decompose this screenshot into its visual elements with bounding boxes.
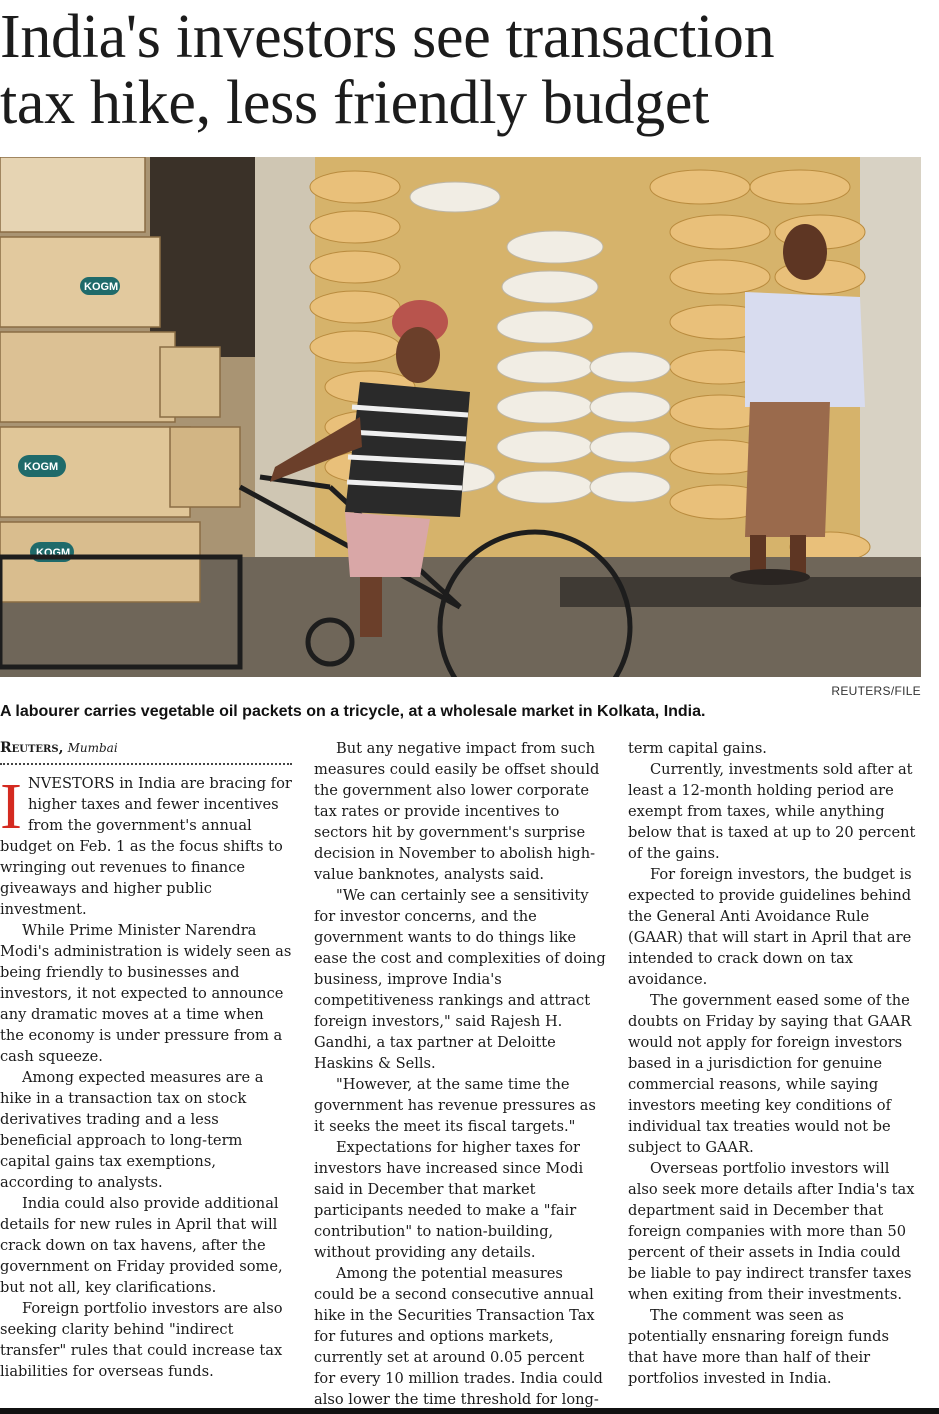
headline-line-1: India's investors see transaction: [0, 3, 775, 71]
article-paragraph: Overseas portfolio investors will also seek more details after India's tax department said in December that foreign companies with more than 50 percent of their assets in India could be liable to pay indirect transfer taxes when exiting from their investments.: [628, 1160, 915, 1303]
bottom-rule: [0, 1408, 939, 1414]
article-paragraph: Currently, investments sold after at least a 12-month holding period are exempt from taxes, while anything below that is taxed at up to 20 percent of the gains.: [628, 761, 916, 862]
news-photo: [0, 157, 921, 677]
article-paragraph: For foreign investors, the budget is expected to provide guidelines behind the General Anti Avoidance Rule (GAAR) that will start in April that are intended to crack down on tax avoidance.: [628, 866, 912, 988]
photo-caption: A labourer carries vegetable oil packets on a tricycle, at a wholesale market in Kolkata, India.: [0, 703, 706, 720]
article-column-3: [628, 738, 920, 1389]
byline-divider: [0, 763, 292, 765]
paragraph-text: NVESTORS in India are bracing for higher taxes and fewer incentives from the government's annual budget on Feb. 1 as the focus shifts to wringing out revenues to finance giveaways and higher public investment.: [0, 775, 292, 918]
article-paragraph: Foreign portfolio investors are also seeking clarity behind "indirect transfer" rules that could increase tax liabilities for overseas funds.: [0, 1300, 283, 1380]
photo-credit: REUTERS/FILE: [831, 684, 921, 698]
article-paragraph-continued: term capital gains.: [628, 740, 767, 757]
article-paragraph: [0, 770, 292, 920]
article-paragraph: While Prime Minister Narendra Modi's administration is widely seen as being friendly to businesses and investors, it not expected to announce any dramatic moves at a time when the economy is under pressure from a cash squeeze.: [0, 922, 292, 1065]
article-column-2: [314, 738, 606, 1410]
article-paragraph: "However, at the same time the government has revenue pressures as it seeks the meet its fiscal targets.": [314, 1076, 596, 1135]
article-column-1: [0, 738, 292, 1382]
article-paragraph: The comment was seen as potentially ensnaring foreign funds that have more than half of their portfolios invested in India.: [628, 1307, 890, 1387]
drop-cap: I: [0, 770, 22, 843]
box-label-2: KOGM: [36, 547, 71, 559]
article-paragraph: Among the potential measures could be a second consecutive annual hike in the Securities Transaction Tax for futures and options markets, currently set at around 0.05 percent for every 10 million trades. India could also lower the time threshold for long-: [314, 1265, 603, 1408]
article-paragraph: But any negative impact from such measures could easily be offset should the government also lower corporate tax rates or provide incentives to sectors hit by government's surprise decision in November to abolish high-value banknotes, analysts said.: [314, 740, 600, 883]
article-paragraph: "We can certainly see a sensitivity for investor concerns, and the government wants to do things like ease the cost and complexities of doing business, improve India's competitiveness rankings and attract foreign investors," said Rajesh H. Gandhi, a tax partner at Deloitte Haskins & Sells.: [314, 887, 606, 1072]
article-paragraph: Among expected measures are a hike in a transaction tax on stock derivatives trading and a less beneficial approach to long-term capital gains tax exemptions, according to analysts.: [0, 1069, 264, 1191]
headline: [0, 4, 939, 136]
byline: [0, 738, 292, 759]
article-paragraph: The government eased some of the doubts on Friday by saying that GAAR would not apply for foreign investors based in a jurisdiction for genuine commercial reasons, while saying investors meeting key conditions of individual tax treaties would not be subject to GAAR.: [628, 992, 912, 1156]
headline-line-2: tax hike, less friendly budget: [0, 69, 709, 137]
byline-location: Mumbai: [67, 741, 118, 755]
box-label-3: KOGM: [84, 281, 119, 293]
byline-source: Reuters,: [0, 740, 64, 756]
article-paragraph: India could also provide additional details for new rules in April that will crack down on tax havens, after the government on Friday provided some, but not all, key clarifications.: [0, 1195, 283, 1296]
article-paragraph: Expectations for higher taxes for investors have increased since Modi said in December that market participants needed to make a "fair contribution" to nation-building, without providing any details.: [314, 1139, 584, 1261]
box-label-1: KOGM: [24, 461, 59, 473]
